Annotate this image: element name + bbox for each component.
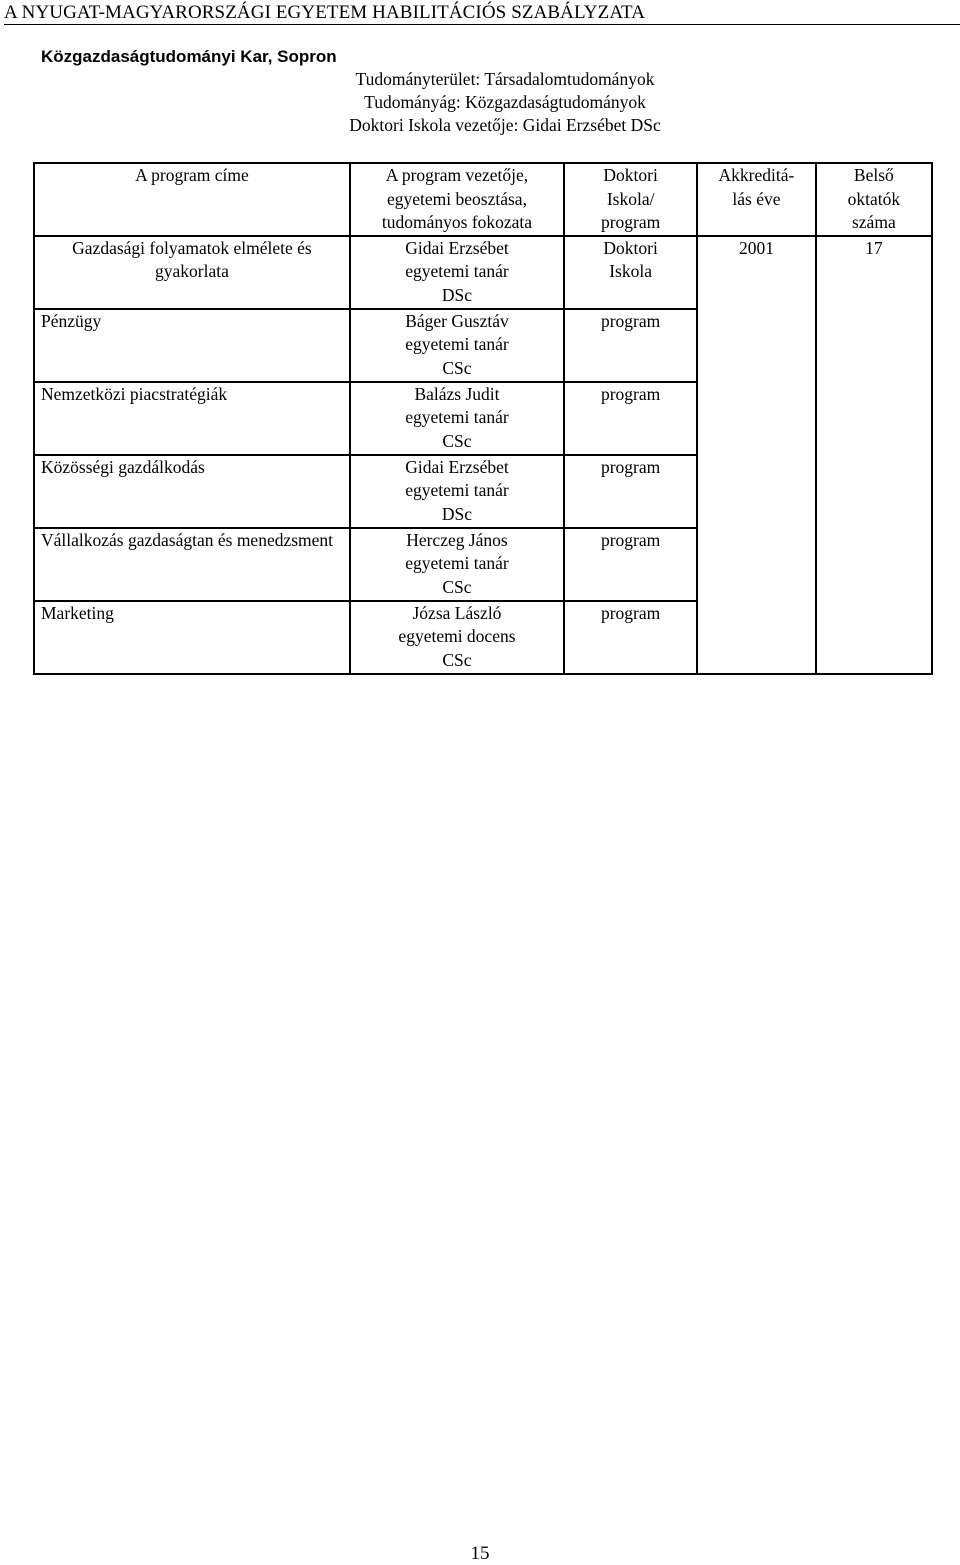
program-type-cell: program [564,382,697,455]
accreditation-year-cell: 2001 [697,236,816,309]
program-title-cell: Közösségi gazdálkodás [34,455,350,528]
program-title-cell: Nemzetközi piacstratégiák [34,382,350,455]
table-row [34,528,932,601]
program-title-cell: Gazdasági folyamatok elmélete és gyakorlata [34,236,350,309]
meta-block [0,68,960,137]
internal-staff-cell [816,382,932,455]
internal-staff-cell [816,528,932,601]
header-accreditation-year: Akkreditá- lás éve [697,163,816,236]
program-title-cell: Pénzügy [34,309,350,382]
program-leader-cell: Herczeg János egyetemi tanár CSc [350,528,564,601]
header-program-leader: A program vezetője, egyetemi beosztása, tudományos fokozata [350,163,564,236]
internal-staff-cell [816,455,932,528]
program-type-cell: program [564,528,697,601]
table-row [34,236,932,309]
program-type-cell: Doktori Iskola [564,236,697,309]
program-leader-cell: Gidai Erzsébet egyetemi tanár DSc [350,455,564,528]
accreditation-year-cell [697,309,816,382]
accreditation-year-cell [697,382,816,455]
page-number: 15 [470,1543,490,1564]
program-leader-cell: Balázs Judit egyetemi tanár CSc [350,382,564,455]
header-title: A NYUGAT-MAGYARORSZÁGI EGYETEM HABILITÁCIÓS SZABÁLYZATA [4,2,646,23]
program-leader-cell: Józsa László egyetemi docens CSc [350,601,564,674]
program-type-cell: program [564,455,697,528]
program-title-cell: Marketing [34,601,350,674]
program-title-cell: Vállalkozás gazdaságtan és menedzsment [34,528,350,601]
program-leader-cell: Báger Gusztáv egyetemi tanár CSc [350,309,564,382]
program-leader-cell: Gidai Erzsébet egyetemi tanár DSc [350,236,564,309]
document-header [4,2,960,25]
program-table [33,162,933,675]
accreditation-year-cell [697,601,816,674]
accreditation-year-cell [697,455,816,528]
meta-field: Tudományterület: Társadalomtudományok [355,69,655,89]
table-row [34,309,932,382]
faculty-name: Közgazdaságtudományi Kar, Sopron [41,47,337,66]
meta-head: Doktori Iskola vezetője: Gidai Erzsébet DSc [349,115,661,135]
internal-staff-cell: 17 [816,236,932,309]
table-header-row [34,163,932,236]
header-program-type: Doktori Iskola/ program [564,163,697,236]
internal-staff-cell [816,601,932,674]
header-program-title: A program címe [34,163,350,236]
header-internal-staff: Belső oktatók száma [816,163,932,236]
meta-branch: Tudományág: Közgazdaságtudományok [364,92,646,112]
program-type-cell: program [564,309,697,382]
internal-staff-cell [816,309,932,382]
table-row [34,601,932,674]
table-row [34,455,932,528]
accreditation-year-cell [697,528,816,601]
table-row [34,382,932,455]
program-type-cell: program [564,601,697,674]
